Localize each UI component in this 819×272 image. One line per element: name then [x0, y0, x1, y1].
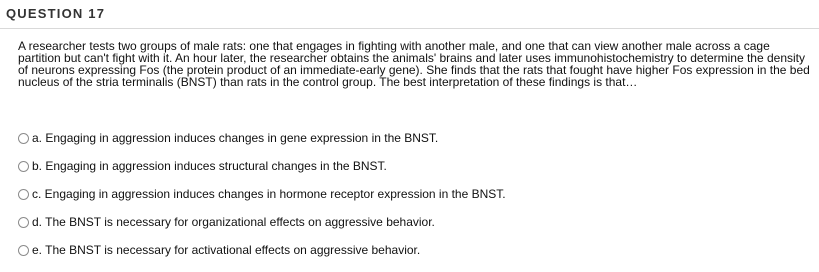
option-label-b: b. Engaging in aggression induces structural changes in the BNST. — [32, 159, 387, 173]
question-stem: A researcher tests two groups of male rats: one that engages in fighting with another male, and one that can view another male across a cage partition but can't fight with it. An hour later, the researcher obtains the animals' brains and later uses immunohistochemistry to determine the density of neurons expressing Fos (the protein product of an immediate-early gene). She finds that the rats that fought have higher Fos expression in the bed nucleus of the stria terminalis (BNST) than rats in the control group. The best interpretation of these findings is that… — [18, 39, 810, 89]
answer-options — [18, 124, 813, 264]
option-b[interactable] — [18, 152, 813, 180]
radio-button-e[interactable] — [18, 245, 29, 256]
option-e[interactable] — [18, 236, 813, 264]
radio-button-d[interactable] — [18, 217, 29, 228]
radio-button-a[interactable] — [18, 133, 29, 144]
question-header — [0, 0, 819, 29]
option-d[interactable] — [18, 208, 813, 236]
radio-button-c[interactable] — [18, 189, 29, 200]
option-label-e: e. The BNST is necessary for activational effects on aggressive behavior. — [32, 243, 421, 257]
option-label-d: d. The BNST is necessary for organizational effects on aggressive behavior. — [32, 215, 435, 229]
question-title: QUESTION 17 — [6, 6, 106, 21]
option-label-a: a. Engaging in aggression induces changes in gene expression in the BNST. — [32, 131, 439, 145]
option-c[interactable] — [18, 180, 813, 208]
option-a[interactable] — [18, 124, 813, 152]
option-label-c: c. Engaging in aggression induces changes in hormone receptor expression in the BNST. — [32, 187, 506, 201]
radio-button-b[interactable] — [18, 161, 29, 172]
